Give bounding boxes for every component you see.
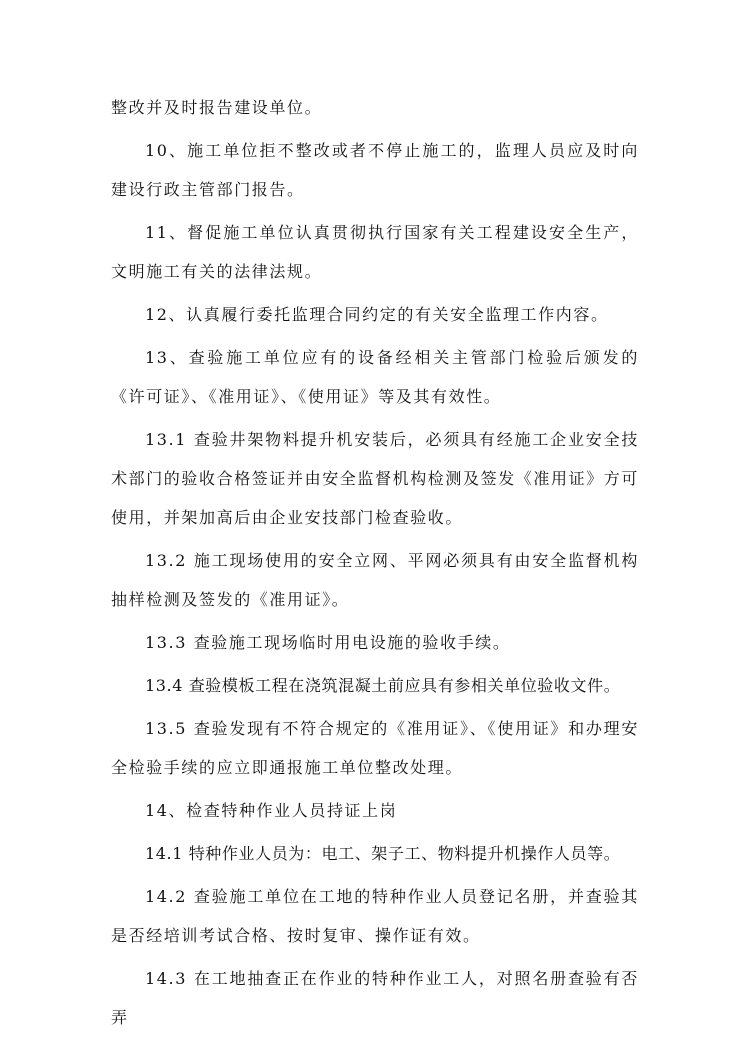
paragraph-item-14-2: 14.2 查验施工单位在工地的特种作业人员登记名册，并查验其是否经培训考试合格、按时复审、操作证有效。 (111, 887, 639, 945)
paragraph-item-13-5: 13.5 查验发现有不符合规定的《准用证》、《使用证》和办理安全检验手续的应立即通报施工单位整改处理。 (111, 719, 639, 777)
paragraph-item-13-3: 13.3 查验施工现场临时用电设施的验收手续。 (145, 633, 511, 652)
paragraph-item-13-1: 13.1 查验井架物料提升机安装后，必须具有经施工企业安全技术部门的验收合格签证并由安全监督机构检测及签发《准用证》方可使用，并架加高后由企业安技部门检查验收。 (111, 430, 640, 527)
paragraph-item-14-3: 14.3 在工地抽查正在作业的特种作业工人，对照名册查验有否弄 (111, 969, 639, 1027)
document-body (111, 88, 639, 1041)
paragraph-item-13-4: 13.4 查验模板工程在浇筑混凝土前应具有参相关单位验收文件。 (145, 676, 621, 695)
paragraph-item-13-2: 13.2 施工现场使用的安全立网、平网必须具有由安全监督机构抽样检测及签发的《准用证》。 (111, 551, 639, 609)
paragraph-continuation: 整改并及时报告建设单位。 (111, 98, 323, 117)
paragraph-item-14: 14、检查特种作业人员持证上岗 (145, 801, 398, 820)
paragraph-item-11: 11、督促施工单位认真贯彻执行国家有关工程建设安全生产，文明施工有关的法律法规。 (111, 223, 639, 281)
paragraph-item-14-1: 14.1 特种作业人员为：电工、架子工、物料提升机操作人员等。 (145, 844, 621, 863)
paragraph-item-12: 12、认真履行委托监理合同约定的有关安全监理工作内容。 (145, 305, 609, 324)
paragraph-item-10: 10、施工单位拒不整改或者不停止施工的，监理人员应及时向建设行政主管部门报告。 (111, 141, 639, 199)
paragraph-item-13: 13、查验施工单位应有的设备经相关主管部门检验后颁发的《许可证》、《准用证》、《使用证》等及其有效性。 (111, 348, 639, 406)
